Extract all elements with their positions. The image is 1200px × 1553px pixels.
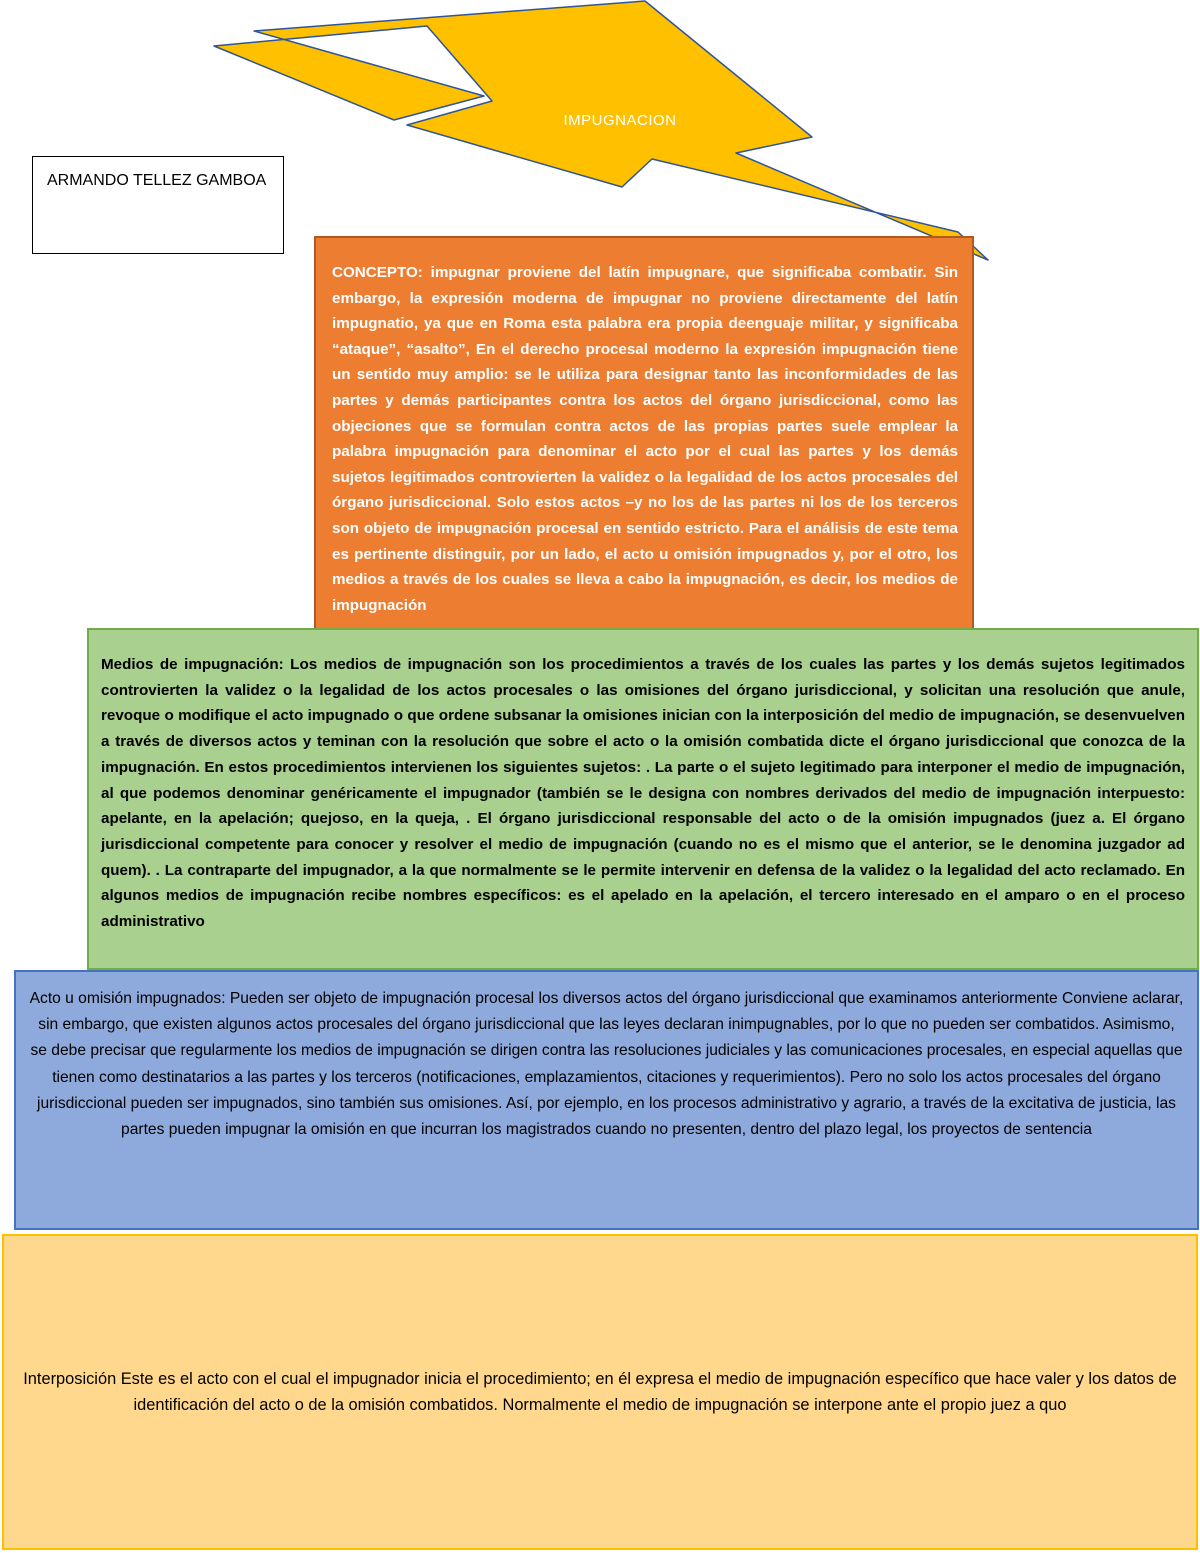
concepto-text: CONCEPTO: impugnar proviene del latín impugnare, que significaba combatir. Sin embargo, la expresión moderna de impugnar no proviene directamente del latín impugnatio, ya que en Roma esta palabra era propia deenguaje militar, y significaba “ataque”, “asalto”, En el derecho procesal moderno la expresión impugnación tiene un sentido muy amplio: se le utiliza para designar tanto las inconformidades de las partes y demás participantes contra los actos del órgano jurisdiccional, como las objeciones que se formulan contra actos de las propias partes suele emplear la palabra impugnación para denominar el acto por el cual las partes y los demás sujetos legitimados controvierten la validez o la legalidad de los actos procesales del órgano jurisdiccional. Solo estos actos –y no los de las partes ni los de los terceros son objeto de impugnación procesal en sentido estricto. Para el análisis de este tema es pertinente distinguir, por un lado, el acto u omisión impugnados y, por el otro, los medios a través de los cuales se lleva a cabo la impugnación, es decir, los medios de impugnación bbox=[332, 264, 958, 614]
bolt-fill bbox=[214, 1, 988, 260]
acto-box bbox=[14, 970, 1199, 1230]
interposicion-text: Interposición Este es el acto con el cual el impugnador inicia el procedimiento; en él expresa el medio de impugnación específico que hace valer y los datos de identificación del acto o de la omisión combatidos. Normalmente el medio de impugnación se interpone ante el propio juez a quo bbox=[23, 1370, 1177, 1414]
concepto-box bbox=[314, 236, 974, 634]
medios-text: Medios de impugnación: Los medios de impugnación son los procedimientos a través de los cuales las partes y los demás sujetos legitimados controvierten la validez o la legalidad de los actos procesales o las omisiones del órgano jurisdiccional, y solicitan una resolución que anule, revoque o modifique el acto impugnado o que ordene subsanar la omisiones inician con la interposición del medio de impugnación, se desenvuelven a través de diversos actos y teminan con la resolución que sobre el acto o la omisión combatida dicte el órgano jurisdiccional que conozca de la impugnación. En estos procedimientos intervienen los siguientes sujetos: . La parte o el sujeto legitimado para interponer el medio de impugnación, al que podemos denominar genéricamente el impugnador (también se le designa con nombres derivados del medio de impugnación interpuesto: apelante, en la apelación; quejoso, en la queja, . El órgano jurisdiccional responsable del acto o de la omisión impugnados (juez a. El órgano jurisdiccional competente para conocer y resolver el medio de impugnación (cuando no es el mismo que el anterior, se le denomina juzgador ad quem). . La contraparte del impugnador, a la que normalmente se le permite intervenir en defensa de la validez o la legalidad del acto reclamado. En algunos medios de impugnación recibe nombres específicos: es el apelado en la apelación, el tercero interesado en el amparo o en el proceso administrativo bbox=[101, 656, 1185, 931]
acto-text: Acto u omisión impugnados: Pueden ser objeto de impugnación procesal los diversos actos del órgano jurisdiccional que examinamos anteriormente Conviene aclarar, sin embargo, que existen algunos actos procesales del órgano jurisdiccional que las leyes declaran inimpugnables, por lo que no pueden ser combatidos. Asimismo, se debe precisar que regularmente los medios de impugnación se dirigen contra las resoluciones judiciales y las comunicaciones procesales, en especial aquellas que tienen como destinatarios a las partes y los terceros (notificaciones, emplazamientos, citaciones y requerimientos). Pero no solo los actos procesales del órgano jurisdiccional pueden ser impugnados, sino también sus omisiones. Así, por ejemplo, en los procesos administrativo y agrario, a través de la excitativa de justicia, las partes pueden impugnar la omisión en que incurran los magistrados cuando no presenten, dentro del plazo legal, los proyectos de sentencia bbox=[29, 990, 1184, 1139]
medios-box bbox=[87, 628, 1199, 970]
interposicion-box bbox=[2, 1234, 1198, 1550]
diagram-title: IMPUGNACION bbox=[563, 112, 677, 129]
author-box: ARMANDO TELLEZ GAMBOA bbox=[32, 156, 284, 254]
